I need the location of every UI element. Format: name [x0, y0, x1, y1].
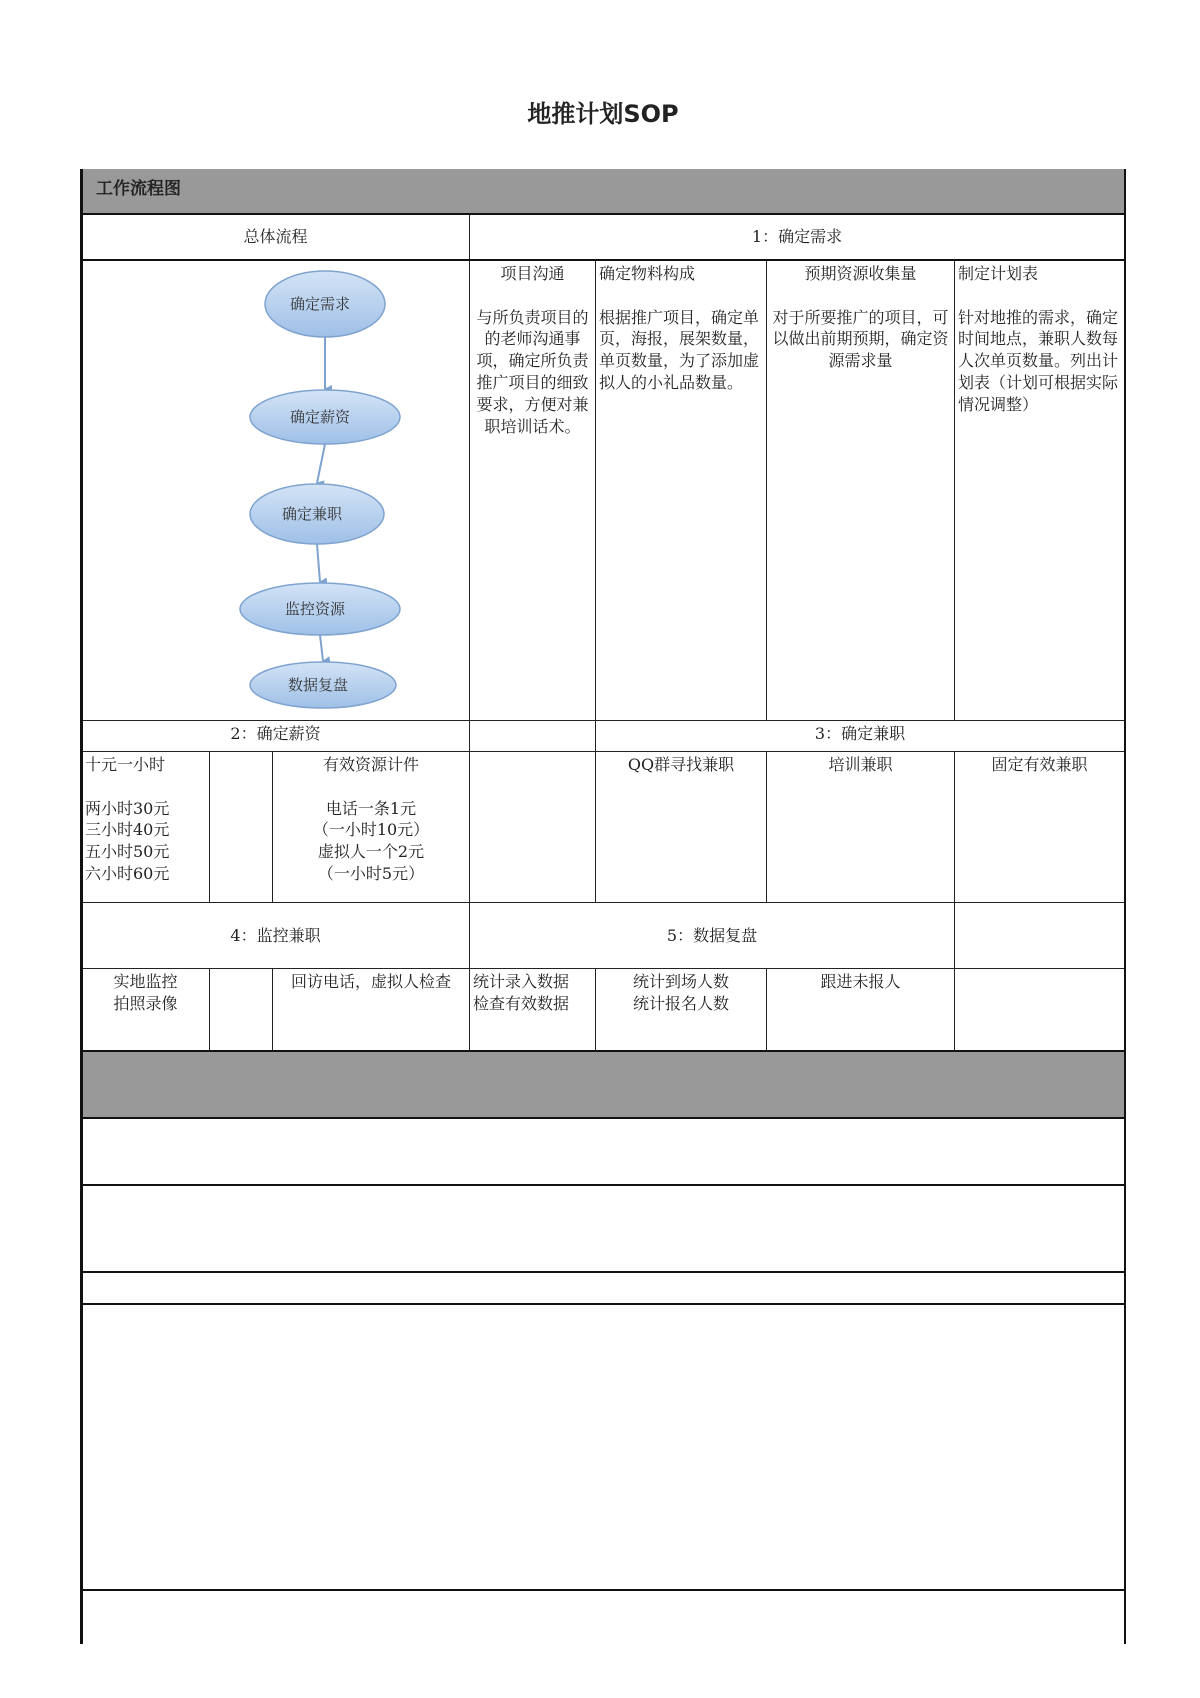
flow-node-label: 确定薪资 — [289, 408, 351, 426]
empty-cell — [470, 721, 596, 752]
flow-node — [240, 583, 400, 635]
section-header: 工作流程图 — [82, 169, 1126, 215]
flow-node-label: 确定需求 — [289, 295, 351, 313]
flow-arrow — [320, 635, 323, 661]
empty-row — [82, 1591, 1126, 1644]
empty-row — [82, 1119, 1126, 1186]
step4-callback-check: 回访电话，虚拟人检查 — [273, 969, 470, 1052]
step3-qq-group: QQ群寻找兼职 — [596, 752, 767, 903]
flowchart — [82, 261, 470, 721]
step1-label: 1：确定需求 — [470, 215, 1126, 261]
step3-fixed-parttime: 固定有效兼职 — [955, 752, 1126, 903]
flow-node — [265, 271, 385, 337]
step3-training: 培训兼职 — [767, 752, 955, 903]
empty-cell — [210, 969, 273, 1052]
step1-project-communication: 项目沟通 与所负责项目的的老师沟通事项，确定所负责推广项目的细致要求，方便对兼职培训话术。 — [470, 261, 596, 721]
step4-label: 4：监控兼职 — [82, 903, 470, 969]
flow-node — [250, 484, 384, 544]
step2-label: 2：确定薪资 — [82, 721, 470, 752]
page-title: 地推计划SOP — [527, 100, 679, 128]
step1-resource-estimate: 预期资源收集量 对于所要推广的项目，可以做出前期预期，确定资源需求量 — [767, 261, 955, 721]
flow-arrow — [317, 544, 320, 582]
overall-flow-label: 总体流程 — [82, 215, 470, 261]
empty-cell — [210, 752, 273, 903]
step5-follow-up: 跟进未报人 — [767, 969, 955, 1052]
empty-row — [82, 1305, 1126, 1591]
step5-label: 5：数据复盘 — [470, 903, 955, 969]
step5-attendance: 统计到场人数 统计报名人数 — [596, 969, 767, 1052]
flow-node — [250, 662, 396, 708]
gray-band — [82, 1052, 1126, 1119]
step2-hourly-pay: 十元一小时 两小时30元 三小时40元 五小时50元 六小时60元 — [82, 752, 210, 903]
step3-label: 3：确定兼职 — [596, 721, 1126, 752]
step2-piece-rate: 有效资源计件 电话一条1元 （一小时10元） 虚拟人一个2元 （一小时5元） — [273, 752, 470, 903]
empty-row — [82, 1273, 1126, 1305]
flow-node — [250, 390, 400, 444]
step4-onsite-monitor: 实地监控 拍照录像 — [82, 969, 210, 1052]
step1-materials: 确定物料构成 根据推广项目，确定单页，海报，展架数量，单页数量，为了添加虚拟人的小礼品数量。 — [596, 261, 767, 721]
flow-arrow — [317, 444, 325, 483]
empty-cell — [955, 903, 1126, 969]
empty-row — [82, 1186, 1126, 1273]
flow-node-label: 监控资源 — [284, 600, 346, 618]
step1-plan-table: 制定计划表 针对地推的需求，确定时间地点，兼职人数每人次单页数量。列出计划表（计划可根据实际情况调整） — [955, 261, 1126, 721]
empty-cell — [955, 969, 1126, 1052]
empty-cell — [470, 752, 596, 903]
flow-node-label: 数据复盘 — [287, 676, 349, 694]
flow-node-label: 确定兼职 — [281, 505, 343, 523]
step5-data-entry: 统计录入数据 检查有效数据 — [470, 969, 596, 1052]
